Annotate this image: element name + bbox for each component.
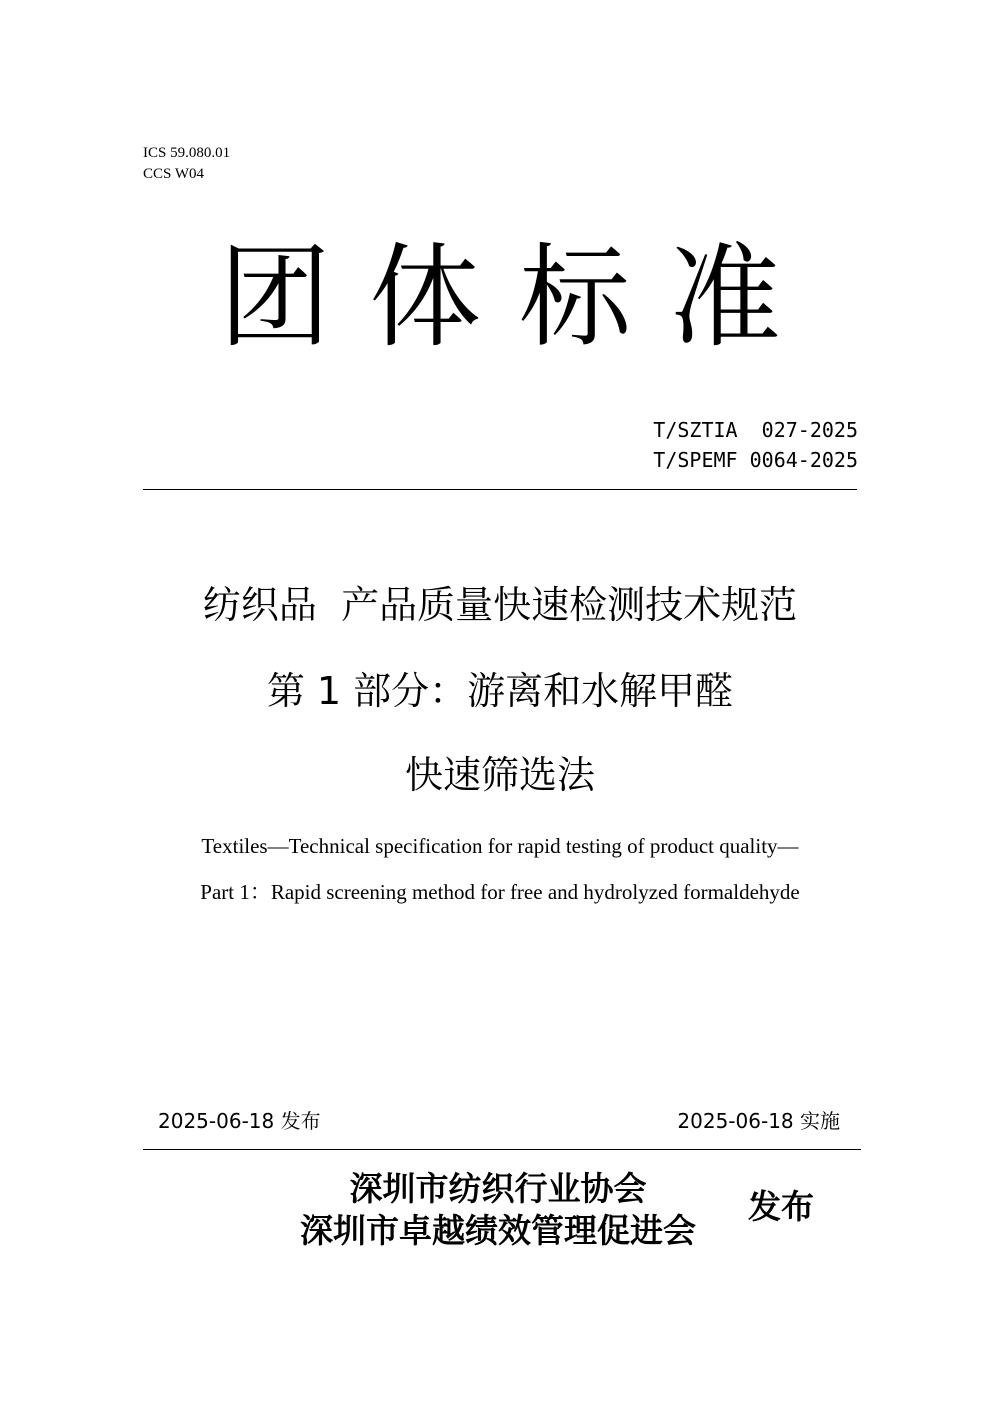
publish-label: 发布 bbox=[748, 1187, 814, 1226]
standard-type-heading: 团体标准 bbox=[219, 233, 819, 363]
header-divider bbox=[143, 489, 857, 490]
footer-divider bbox=[143, 1149, 861, 1150]
classification-codes bbox=[143, 143, 230, 185]
standard-numbers bbox=[653, 415, 858, 475]
standard-number-sztia: T/SZTIA 027-2025 bbox=[653, 418, 858, 442]
title-cn-line-1: 纺织品 产品质量快速检测技术规范 bbox=[202, 583, 798, 627]
title-en-line-2: Part 1：Rapid screening method for free and hydrolyzed formaldehyde bbox=[200, 880, 800, 904]
title-en-line-1: Textiles—Technical specification for rapid testing of product quality— bbox=[201, 834, 799, 858]
publisher-textile-association: 深圳市纺织行业协会 bbox=[349, 1169, 647, 1208]
issue-date: 2025-06-18 发布 bbox=[158, 1109, 321, 1133]
ics-code: ICS 59.080.01 bbox=[143, 145, 231, 161]
title-cn-line-2: 第 1 部分：游离和水解甲醛 bbox=[266, 669, 734, 713]
standard-number-spemf: T/SPEMF 0064-2025 bbox=[653, 448, 858, 472]
ccs-code: CCS W04 bbox=[143, 166, 204, 182]
publisher-excellence-association: 深圳市卓越绩效管理促进会 bbox=[300, 1211, 696, 1250]
implementation-date: 2025-06-18 实施 bbox=[677, 1109, 840, 1133]
publishers-block bbox=[268, 1168, 728, 1252]
title-cn-line-3: 快速筛选法 bbox=[404, 753, 595, 797]
